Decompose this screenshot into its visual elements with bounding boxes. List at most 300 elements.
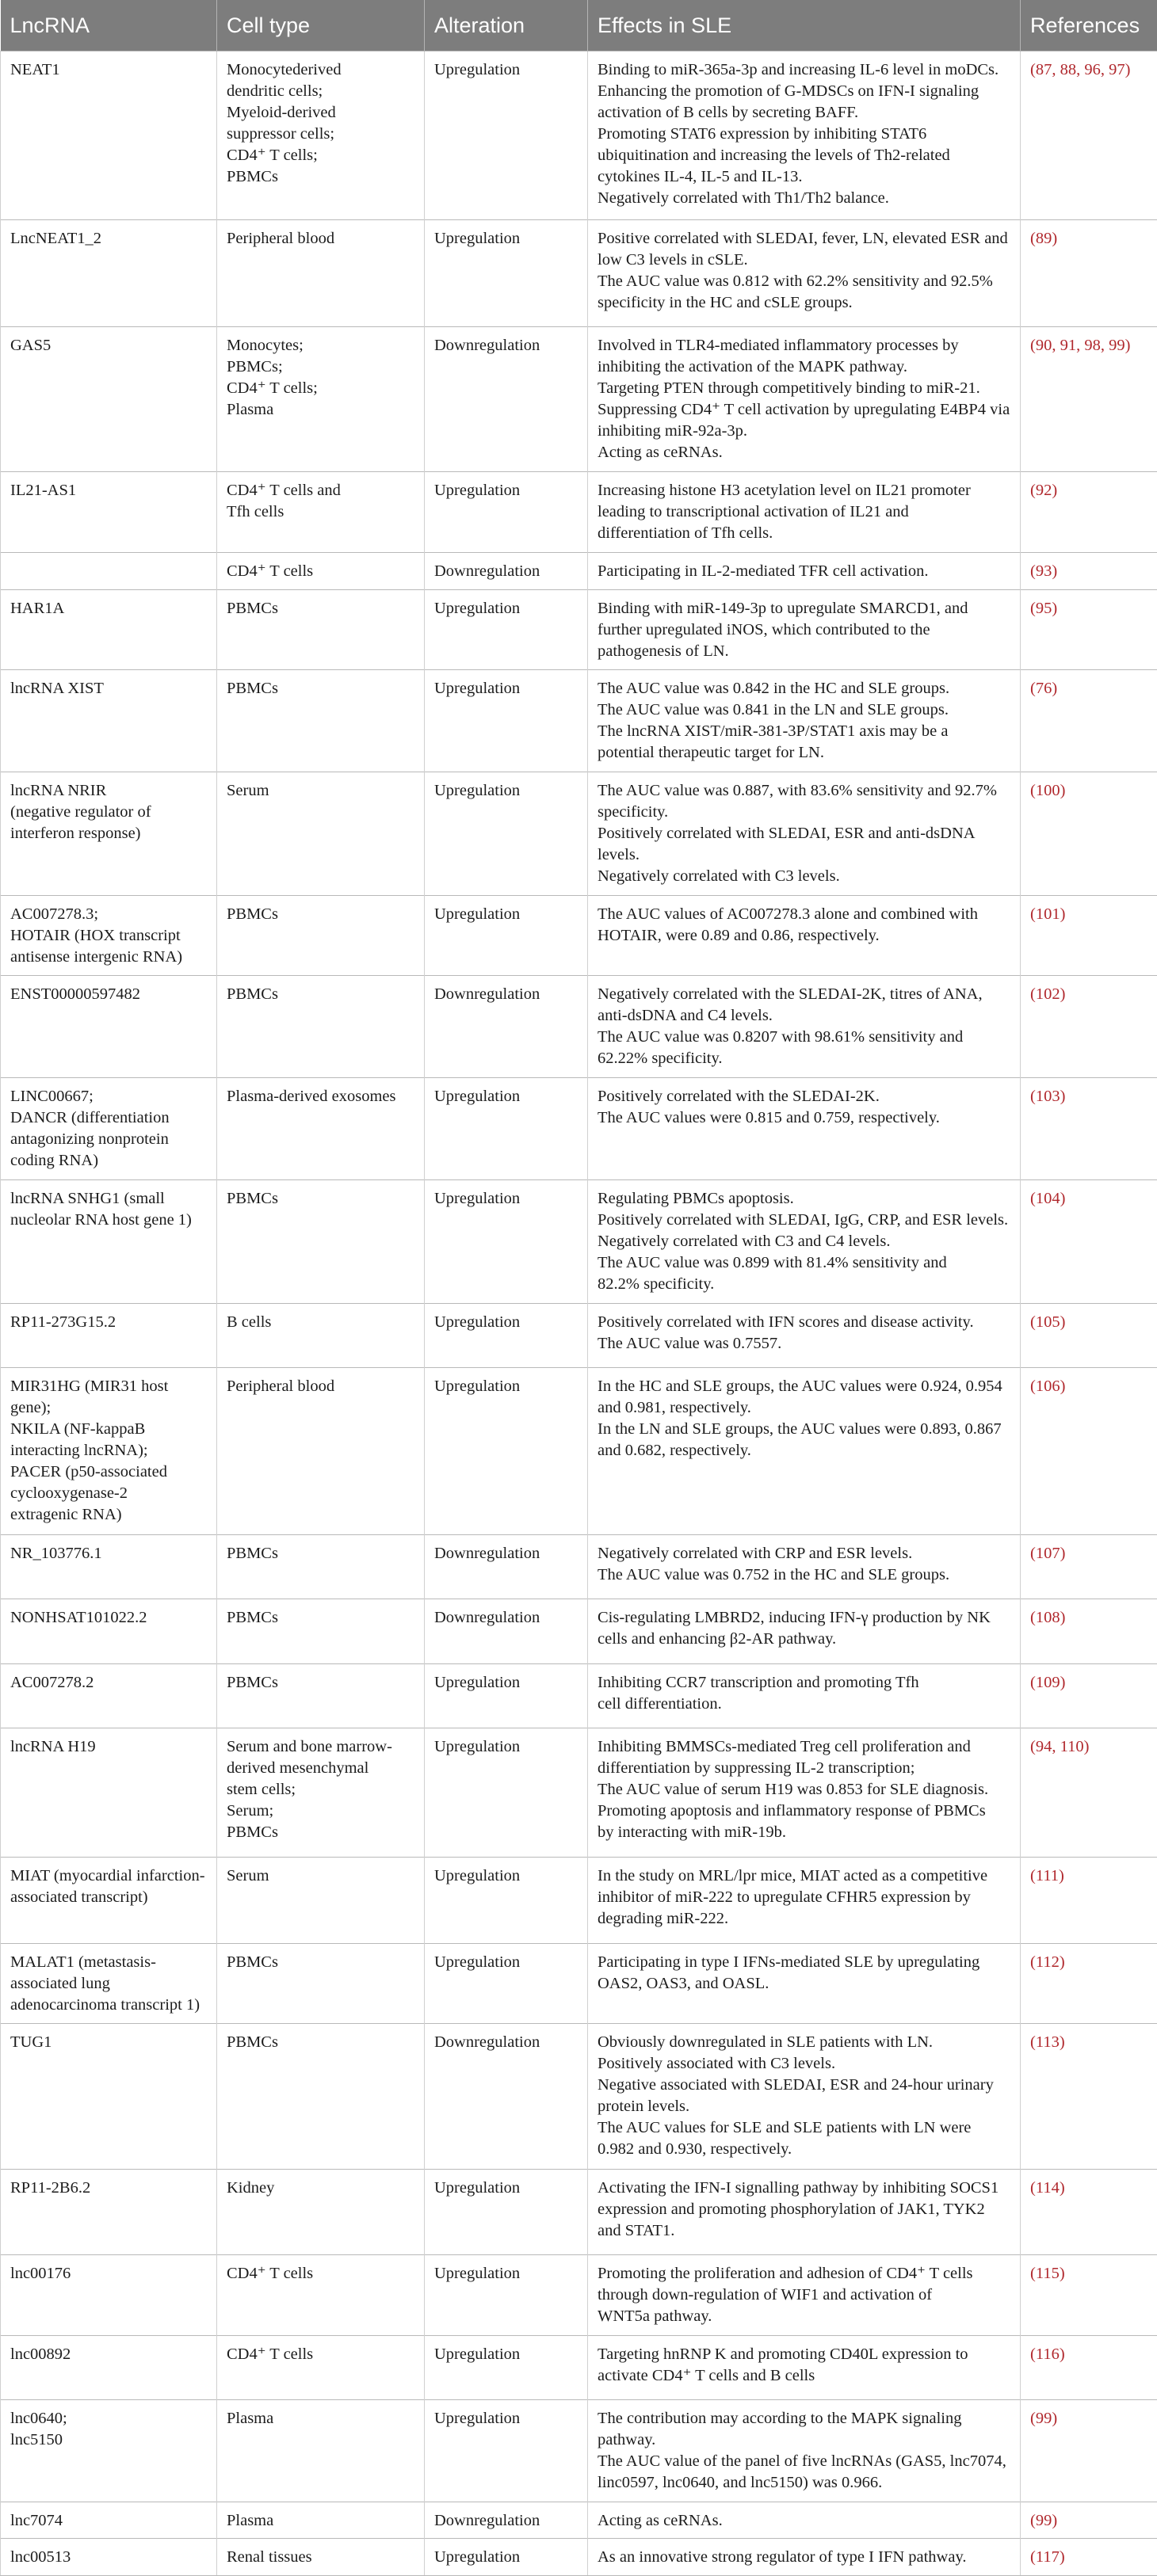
table-row — [1, 772, 1157, 895]
effect-line: 82.2% specificity. — [598, 1275, 715, 1294]
cell-cell-type — [217, 1368, 425, 1535]
cell-effects — [588, 2335, 1021, 2399]
header-references: References — [1021, 0, 1157, 51]
table-row — [1, 895, 1157, 975]
effect-line: The AUC value of the panel of five lncRNAs (GAS5, lnc7074, — [598, 2452, 1006, 2470]
cell-type-line: Serum and bone marrow- — [227, 1737, 392, 1755]
cell-effects — [588, 1180, 1021, 1304]
table-row — [1, 669, 1157, 772]
cell-references: (117) — [1021, 2539, 1157, 2576]
cell-type-line: stem cells; — [227, 1780, 296, 1798]
lncrna-line: cyclooxygenase-2 — [10, 1484, 128, 1503]
cell-references: (92) — [1021, 472, 1157, 552]
cell-lncrna — [1, 895, 217, 975]
lncrna-line: lncRNA H19 — [10, 1737, 96, 1755]
header-alteration: Alteration — [425, 0, 588, 51]
cell-alteration: Downregulation — [425, 326, 588, 472]
cell-alteration: Upregulation — [425, 51, 588, 220]
lncrna-line: DANCR (differentiation — [10, 1109, 170, 1127]
cell-alteration: Upregulation — [425, 1858, 588, 1944]
cell-cell-type — [217, 2399, 425, 2502]
lncrna-line: RP11-2B6.2 — [10, 2178, 91, 2197]
cell-cell-type — [217, 552, 425, 589]
lncrna-line: GAS5 — [10, 336, 52, 354]
table-row — [1, 2255, 1157, 2335]
effect-line: ubiquitination and increasing the levels of Th2-related — [598, 147, 950, 164]
cell-lncrna — [1, 326, 217, 472]
effect-line: Positively correlated with the SLEDAI-2K. — [598, 1088, 880, 1106]
cell-lncrna — [1, 2502, 217, 2539]
lncrna-line: associated lung — [10, 1974, 110, 1992]
table-row — [1, 1663, 1157, 1728]
cell-lncrna — [1, 589, 217, 669]
cell-type-line: CD4⁺ T cells — [227, 562, 314, 580]
cell-lncrna — [1, 1180, 217, 1304]
effect-line: Acting as ceRNAs. — [598, 443, 723, 461]
cell-effects — [588, 895, 1021, 975]
table-row — [1, 1368, 1157, 1535]
lncrna-line: nucleolar RNA host gene 1) — [10, 1211, 192, 1229]
effect-line: Negatively correlated with CRP and ESR levels. — [598, 1545, 913, 1563]
cell-references: (112) — [1021, 1943, 1157, 2023]
cell-lncrna — [1, 669, 217, 772]
lncrna-line: LncNEAT1_2 — [10, 230, 102, 247]
cell-alteration: Upregulation — [425, 2399, 588, 2502]
cell-lncrna — [1, 2169, 217, 2255]
cell-type-line: PBMCs — [227, 1545, 278, 1563]
cell-effects — [588, 1368, 1021, 1535]
effect-line: The AUC value was 0.812 with 62.2% sensitivity and 92.5% — [598, 272, 993, 290]
table-row — [1, 1943, 1157, 2023]
cell-cell-type — [217, 1943, 425, 2023]
cell-references: (95) — [1021, 589, 1157, 669]
cell-alteration: Upregulation — [425, 1663, 588, 1728]
lncrna-line: interferon response) — [10, 824, 141, 842]
effect-line: Participating in IL-2-mediated TFR cell activation. — [598, 562, 929, 580]
effect-line: The AUC values of AC007278.3 alone and combined with — [598, 905, 978, 923]
table-row — [1, 589, 1157, 669]
table-row — [1, 552, 1157, 589]
cell-type-line: PBMCs — [227, 1609, 278, 1627]
cell-type-line: Kidney — [227, 2178, 275, 2197]
lncrna-line: lnc00176 — [10, 2265, 71, 2283]
effect-line: and 0.981, respectively. — [598, 1399, 751, 1417]
cell-type-line: Peripheral blood — [227, 230, 335, 247]
cell-cell-type — [217, 1728, 425, 1857]
cell-type-line: suppressor cells; — [227, 125, 335, 143]
cell-cell-type — [217, 1535, 425, 1599]
cell-type-line: dendritic cells; — [227, 82, 323, 100]
effect-line: Promoting the proliferation and adhesion of CD4⁺ T cells — [598, 2265, 973, 2283]
cell-references: (94, 110) — [1021, 1728, 1157, 1857]
cell-alteration: Upregulation — [425, 1943, 588, 2023]
lncrna-line: NEAT1 — [10, 61, 60, 78]
cell-lncrna — [1, 1304, 217, 1368]
cell-alteration: Downregulation — [425, 2024, 588, 2170]
cell-type-line: PBMCs — [227, 905, 278, 923]
cell-effects — [588, 220, 1021, 327]
lncrna-line: PACER (p50-associated — [10, 1463, 167, 1481]
cell-lncrna — [1, 1858, 217, 1944]
cell-effects — [588, 976, 1021, 1078]
cell-references: (111) — [1021, 1858, 1157, 1944]
cell-lncrna — [1, 2539, 217, 2576]
cell-lncrna — [1, 472, 217, 552]
cell-references: (89) — [1021, 220, 1157, 327]
cell-type-line: Serum — [227, 1867, 269, 1885]
lncrna-line: NKILA (NF-kappaB — [10, 1420, 146, 1439]
cell-effects — [588, 1663, 1021, 1728]
cell-type-line: PBMCs — [227, 1953, 278, 1971]
table-row — [1, 2399, 1157, 2502]
cell-lncrna — [1, 1943, 217, 2023]
effect-line: WNT5a pathway. — [598, 2307, 712, 2326]
cell-alteration: Upregulation — [425, 895, 588, 975]
cell-cell-type — [217, 1858, 425, 1944]
lncrna-line: lnc5150 — [10, 2430, 63, 2448]
cell-effects — [588, 2502, 1021, 2539]
cell-effects — [588, 326, 1021, 472]
effect-line: Inhibiting CCR7 transcription and promoting Tfh — [598, 1673, 919, 1691]
effect-line: Negatively correlated with Th1/Th2 balance. — [598, 189, 889, 207]
effect-line: The AUC value was 0.887, with 83.6% sensitivity and 92.7% — [598, 781, 997, 799]
effect-line: specificity. — [598, 802, 669, 821]
effect-line: cytokines IL-4, IL-5 and IL-13. — [598, 168, 803, 185]
cell-lncrna — [1, 220, 217, 327]
lncrna-line: extragenic RNA) — [10, 1506, 122, 1524]
cell-alteration: Upregulation — [425, 589, 588, 669]
lncrna-line: lncRNA XIST — [10, 679, 104, 697]
cell-type-line: Plasma — [227, 400, 274, 418]
cell-lncrna — [1, 2399, 217, 2502]
effect-line: Inhibiting BMMSCs-mediated Treg cell proliferation and — [598, 1737, 971, 1755]
table-row — [1, 1728, 1157, 1857]
lncrna-line: lncRNA NRIR — [10, 781, 107, 799]
effect-line: Positively associated with C3 levels. — [598, 2055, 836, 2073]
cell-type-line: Serum — [227, 781, 269, 799]
lncrna-line: ENST00000597482 — [10, 985, 140, 1004]
effect-line: inhibiting the activation of the MAPK pathway. — [598, 357, 907, 375]
effect-line: low C3 levels in cSLE. — [598, 251, 748, 269]
lncrna-line: lnc00892 — [10, 2345, 71, 2363]
effect-line: inhibiting miR-92a-3p. — [598, 421, 748, 440]
effect-line: Enhancing the promotion of G-MDSCs on IFN-I signaling — [598, 82, 979, 100]
table-row — [1, 326, 1157, 472]
cell-cell-type — [217, 2335, 425, 2399]
effect-line: Participating in type I IFNs-mediated SLE by upregulating — [598, 1953, 980, 1971]
effect-line: Regulating PBMCs apoptosis. — [598, 1190, 794, 1208]
cell-effects — [588, 2255, 1021, 2335]
cell-effects — [588, 1304, 1021, 1368]
cell-references: (87, 88, 96, 97) — [1021, 51, 1157, 220]
cell-references: (99) — [1021, 2502, 1157, 2539]
effect-line: Promoting STAT6 expression by inhibiting STAT6 — [598, 125, 927, 143]
effect-line: Positively correlated with IFN scores and disease activity. — [598, 1313, 974, 1332]
cell-references: (113) — [1021, 2024, 1157, 2170]
table-row — [1, 2502, 1157, 2539]
header-row — [1, 0, 1157, 51]
cell-alteration: Upregulation — [425, 220, 588, 327]
effect-line: Cis-regulating LMBRD2, inducing IFN-γ production by NK — [598, 1609, 991, 1627]
cell-cell-type — [217, 1599, 425, 1663]
effect-line: In the LN and SLE groups, the AUC values were 0.893, 0.867 — [598, 1420, 1002, 1439]
effect-line: Positively correlated with SLEDAI, IgG, CRP, and ESR levels. — [598, 1211, 1009, 1229]
cell-alteration: Upregulation — [425, 1180, 588, 1304]
table-row — [1, 1180, 1157, 1304]
cell-type-line: Plasma — [227, 2511, 274, 2529]
effect-line: differentiation by suppressing IL-2 transcription; — [598, 1759, 915, 1777]
cell-type-line: Myeloid-derived — [227, 104, 336, 121]
cell-alteration: Upregulation — [425, 2255, 588, 2335]
cell-references: (116) — [1021, 2335, 1157, 2399]
lncrna-line: adenocarcinoma transcript 1) — [10, 1995, 200, 2014]
cell-type-line: Peripheral blood — [227, 1378, 335, 1396]
table-row — [1, 220, 1157, 327]
effect-line: The AUC value of serum H19 was 0.853 for SLE diagnosis. — [598, 1780, 989, 1798]
cell-cell-type — [217, 2539, 425, 2576]
effect-line: The AUC value was 0.8207 with 98.61% sensitivity and — [598, 1028, 964, 1046]
effect-line: The lncRNA XIST/miR-381-3P/STAT1 axis may be a — [598, 722, 949, 740]
cell-type-line: PBMCs; — [227, 357, 283, 375]
lncrna-line: LINC00667; — [10, 1088, 94, 1106]
cell-lncrna — [1, 1599, 217, 1663]
lncrna-line: IL21-AS1 — [10, 482, 77, 500]
effect-line: The AUC value was 0.752 in the HC and SLE groups. — [598, 1566, 950, 1584]
effect-line: cells and enhancing β2-AR pathway. — [598, 1630, 837, 1648]
effect-line: activate CD4⁺ T cells and B cells — [598, 2366, 815, 2384]
cell-effects — [588, 1943, 1021, 2023]
cell-type-line: B cells — [227, 1313, 272, 1332]
cell-effects — [588, 1599, 1021, 1663]
cell-cell-type — [217, 2024, 425, 2170]
effect-line: through down-regulation of WIF1 and activation of — [598, 2286, 933, 2304]
effect-line: The AUC values for SLE and SLE patients with LN were — [598, 2119, 972, 2137]
lncrna-line: MIAT (myocardial infarction- — [10, 1867, 205, 1885]
effect-line: potential therapeutic target for LN. — [598, 743, 824, 761]
cell-references: (107) — [1021, 1535, 1157, 1599]
cell-cell-type — [217, 772, 425, 895]
cell-type-line: PBMCs — [227, 2033, 278, 2052]
cell-type-line: Monocytes; — [227, 336, 304, 354]
effect-line: Positively correlated with SLEDAI, ESR and anti-dsDNA — [598, 824, 976, 842]
lncrna-line: HOTAIR (HOX transcript — [10, 926, 181, 944]
cell-type-line: CD4⁺ T cells and — [227, 482, 341, 500]
effect-line: cell differentiation. — [598, 1694, 722, 1713]
lncrna-line: lnc7074 — [10, 2511, 63, 2529]
effect-line: Binding with miR-149-3p to upregulate SMARCD1, and — [598, 599, 968, 617]
cell-effects — [588, 2399, 1021, 2502]
table-row — [1, 472, 1157, 552]
cell-type-line: Serum; — [227, 1801, 274, 1820]
cell-references: (114) — [1021, 2169, 1157, 2255]
lncrna-line: coding RNA) — [10, 1152, 99, 1170]
cell-alteration: Upregulation — [425, 1304, 588, 1368]
cell-references: (102) — [1021, 976, 1157, 1078]
lncrna-line: AC007278.2 — [10, 1673, 94, 1691]
effect-line: The AUC value was 0.841 in the LN and SLE groups. — [598, 700, 949, 718]
header-lncrna: LncRNA — [1, 0, 217, 51]
lncrna-line: MALAT1 (metastasis- — [10, 1953, 156, 1971]
cell-cell-type — [217, 2502, 425, 2539]
effect-line: OAS2, OAS3, and OASL. — [598, 1974, 769, 1992]
effect-line: pathway. — [598, 2430, 656, 2448]
effect-line: degrading miR-222. — [598, 1910, 729, 1928]
cell-type-line: Plasma — [227, 2409, 274, 2427]
cell-type-line: Plasma-derived exosomes — [227, 1088, 396, 1106]
cell-references: (93) — [1021, 552, 1157, 589]
cell-references: (99) — [1021, 2399, 1157, 2502]
effect-line: Obviously downregulated in SLE patients with LN. — [598, 2033, 934, 2052]
table-row — [1, 2024, 1157, 2170]
cell-lncrna — [1, 552, 217, 589]
cell-alteration: Upregulation — [425, 1368, 588, 1535]
cell-references: (108) — [1021, 1599, 1157, 1663]
lncrna-line: gene); — [10, 1399, 52, 1417]
effect-line: further upregulated iNOS, which contributed to the — [598, 620, 930, 638]
effect-line: protein levels. — [598, 2098, 690, 2116]
cell-alteration: Upregulation — [425, 472, 588, 552]
effect-line: linc0597, lnc0640, and lnc5150) was 0.966. — [598, 2473, 883, 2491]
cell-cell-type — [217, 669, 425, 772]
table-body — [1, 51, 1157, 2576]
lncrna-line: lnc00513 — [10, 2548, 71, 2566]
effect-line: The AUC values were 0.815 and 0.759, respectively. — [598, 1109, 940, 1127]
cell-references: (104) — [1021, 1180, 1157, 1304]
effect-line: 0.982 and 0.930, respectively. — [598, 2140, 792, 2159]
cell-alteration: Downregulation — [425, 1535, 588, 1599]
cell-type-line: Renal tissues — [227, 2548, 312, 2566]
effect-line: and 0.682, respectively. — [598, 1442, 751, 1460]
cell-type-line: CD4⁺ T cells — [227, 2265, 314, 2283]
cell-cell-type — [217, 2169, 425, 2255]
cell-references: (109) — [1021, 1663, 1157, 1728]
cell-references: (105) — [1021, 1304, 1157, 1368]
effect-line: 62.22% specificity. — [598, 1050, 723, 1068]
table-row — [1, 1858, 1157, 1944]
cell-cell-type — [217, 589, 425, 669]
cell-lncrna — [1, 1728, 217, 1857]
effect-line: Suppressing CD4⁺ T cell activation by upregulating E4BP4 via — [598, 400, 1010, 418]
lncrna-line: NONHSAT101022.2 — [10, 1609, 147, 1627]
cell-cell-type — [217, 326, 425, 472]
lncrna-line: interacting lncRNA); — [10, 1442, 148, 1460]
cell-alteration: Upregulation — [425, 2169, 588, 2255]
cell-lncrna — [1, 2255, 217, 2335]
cell-type-line: Monocytederived — [227, 61, 342, 78]
effect-line: The contribution may according to the MAPK signaling — [598, 2409, 962, 2427]
effect-line: As an innovative strong regulator of type I IFN pathway. — [598, 2548, 967, 2566]
effect-line: Activating the IFN-I signalling pathway by inhibiting SOCS1 — [598, 2178, 999, 2197]
lncrna-line: HAR1A — [10, 599, 65, 617]
cell-cell-type — [217, 472, 425, 552]
cell-lncrna — [1, 976, 217, 1078]
cell-references: (101) — [1021, 895, 1157, 975]
effect-line: differentiation of Tfh cells. — [598, 524, 773, 543]
effect-line: In the study on MRL/lpr mice, MIAT acted as a competitive — [598, 1867, 988, 1885]
header-effects: Effects in SLE — [588, 0, 1021, 51]
cell-type-line: PBMCs — [227, 168, 278, 185]
cell-lncrna — [1, 1078, 217, 1180]
effect-line: Negatively correlated with C3 levels. — [598, 867, 840, 885]
effect-line: levels. — [598, 845, 640, 863]
effect-line: Involved in TLR4-mediated inflammatory processes by — [598, 336, 959, 354]
cell-effects — [588, 669, 1021, 772]
cell-effects — [588, 772, 1021, 895]
cell-effects — [588, 1858, 1021, 1944]
effect-line: Acting as ceRNAs. — [598, 2511, 723, 2529]
cell-effects — [588, 2539, 1021, 2576]
cell-effects — [588, 1078, 1021, 1180]
effect-line: inhibitor of miR-222 to upregulate CFHR5 expression by — [598, 1888, 971, 1907]
cell-type-line: CD4⁺ T cells; — [227, 379, 318, 397]
effect-line: Binding to miR-365a-3p and increasing IL-6 level in moDCs. — [598, 61, 999, 78]
effect-line: Positive correlated with SLEDAI, fever, LN, elevated ESR and — [598, 230, 1008, 247]
effect-line: Targeting PTEN through competitively binding to miR-21. — [598, 379, 980, 397]
cell-type-line: PBMCs — [227, 985, 278, 1004]
cell-cell-type — [217, 1078, 425, 1180]
cell-effects — [588, 552, 1021, 589]
effect-line: In the HC and SLE groups, the AUC values were 0.924, 0.954 — [598, 1378, 1002, 1396]
effect-line: and STAT1. — [598, 2221, 675, 2239]
cell-effects — [588, 589, 1021, 669]
cell-cell-type — [217, 1180, 425, 1304]
cell-cell-type — [217, 2255, 425, 2335]
effect-line: expression and promoting phosphorylation of JAK1, TYK2 — [598, 2200, 985, 2218]
effect-line: Negatively correlated with the SLEDAI-2K, titres of ANA, — [598, 985, 983, 1004]
cell-type-line: PBMCs — [227, 1190, 278, 1208]
cell-effects — [588, 1728, 1021, 1857]
lncrna-line: lncRNA SNHG1 (small — [10, 1190, 165, 1208]
effect-line: Promoting apoptosis and inflammatory response of PBMCs — [598, 1801, 986, 1820]
lncrna-line: associated transcript) — [10, 1888, 148, 1907]
effect-line: The AUC value was 0.842 in the HC and SLE groups. — [598, 679, 950, 697]
cell-cell-type — [217, 1663, 425, 1728]
cell-alteration: Upregulation — [425, 2335, 588, 2399]
cell-type-line: PBMCs — [227, 599, 278, 617]
effect-line: Negatively correlated with C3 and C4 levels. — [598, 1233, 891, 1251]
lncrna-line: TUG1 — [10, 2033, 52, 2052]
effect-line: leading to transcriptional activation of IL21 and — [598, 503, 909, 521]
cell-effects — [588, 2169, 1021, 2255]
cell-type-line: CD4⁺ T cells; — [227, 147, 318, 164]
cell-cell-type — [217, 976, 425, 1078]
cell-references: (76) — [1021, 669, 1157, 772]
cell-lncrna — [1, 1368, 217, 1535]
cell-alteration: Upregulation — [425, 1728, 588, 1857]
effect-line: specificity in the HC and cSLE groups. — [598, 294, 853, 311]
cell-type-line: Tfh cells — [227, 503, 284, 521]
lncrna-line: (negative regulator of — [10, 802, 151, 821]
cell-alteration: Downregulation — [425, 1599, 588, 1663]
cell-alteration: Upregulation — [425, 1078, 588, 1180]
cell-alteration: Upregulation — [425, 2539, 588, 2576]
table-row — [1, 2539, 1157, 2576]
cell-references: (103) — [1021, 1078, 1157, 1180]
cell-type-line: CD4⁺ T cells — [227, 2345, 314, 2363]
cell-references: (106) — [1021, 1368, 1157, 1535]
cell-type-line: PBMCs — [227, 1823, 278, 1841]
lncrna-line: antagonizing nonprotein — [10, 1130, 169, 1149]
table-row — [1, 2335, 1157, 2399]
lncrna-line: RP11-273G15.2 — [10, 1313, 116, 1332]
cell-cell-type — [217, 1304, 425, 1368]
cell-effects — [588, 1535, 1021, 1599]
cell-type-line: PBMCs — [227, 679, 278, 697]
table-row — [1, 976, 1157, 1078]
cell-lncrna — [1, 2335, 217, 2399]
cell-type-line: PBMCs — [227, 1673, 278, 1691]
header-cell-type: Cell type — [217, 0, 425, 51]
